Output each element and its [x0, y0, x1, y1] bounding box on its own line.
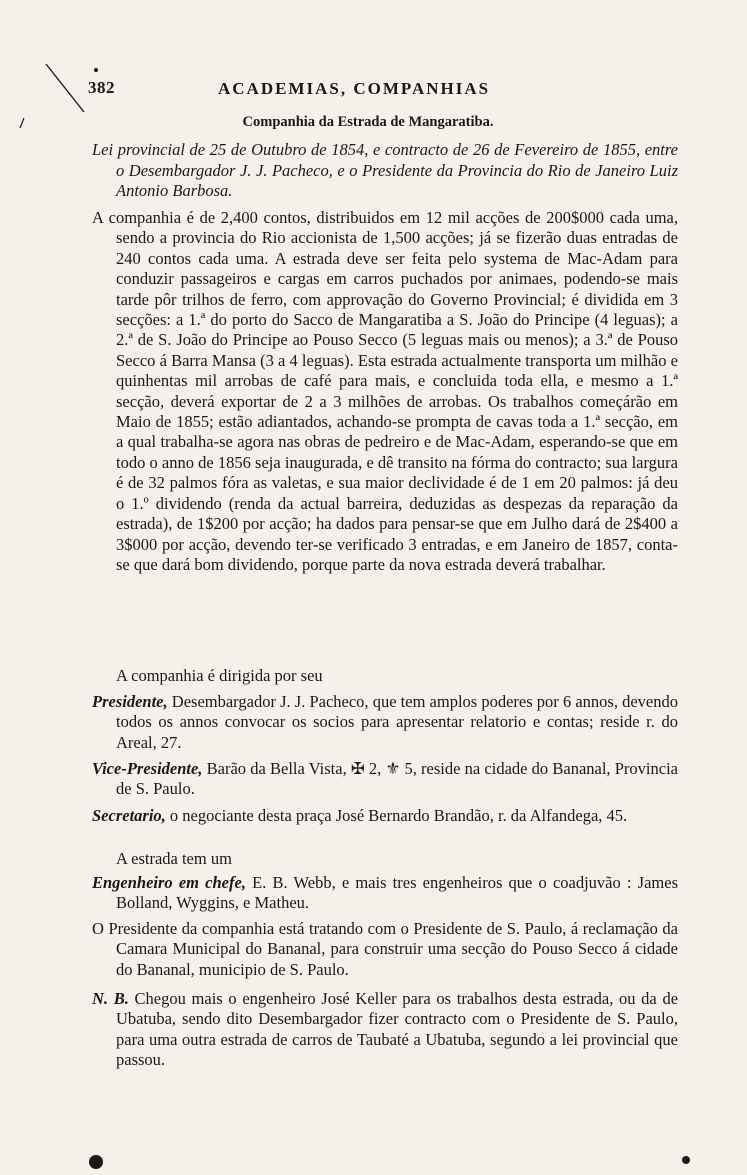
ink-dot — [94, 68, 98, 72]
engineer-label: Engenheiro em chefe, — [92, 873, 246, 892]
secretary-label: Secretario, — [92, 806, 166, 825]
secretary-entry — [92, 806, 678, 826]
engineer-text: E. B. Webb, e mais tres engenheiros que o coadjuvão : James Bolland, Wyggins, e Matheu. — [116, 873, 678, 913]
ink-blot-right — [682, 1156, 690, 1164]
law-reference: Lei provincial de 25 de Outubro de 1854, e contracto de 26 de Fevereiro de 1855, entre o Desembargador J. J. Pacheco, e o Presidente da Provincia do Rio de Janeiro Luiz Antonio Barbosa. — [92, 140, 678, 201]
company-title: Companhia da Estrada de Mangaratiba. — [242, 114, 494, 130]
company-description: A companhia é de 2,400 contos, distribuidos em 12 mil acções de 200$000 cada uma, sendo a provincia do Rio accionista de 1,500 acções; já se fizerão duas entradas de 240 contos cada uma. A estrada deve ser feita pelo systema de Mac-Adam para conduzir passageiros e cargas em carros puchados por animaes, podendo-se mais tarde pôr trilhos de ferro, com approvação do Governo Provincial; é dividida em 3 secções: a 1.ª do porto do Sacco de Mangaratiba a S. João do Principe (4 leguas); a 2.ª de S. João do Principe ao Pouso Secco (5 leguas mais ou menos); a 3.ª de Pouso Secco á Barra Mansa (3 a 4 leguas). Esta estrada actualmente transporta um milhão e quinhentas mil arrobas de café para mais, e concluida toda ella, e mesmo a 1.ª secção, deverá exportar de 2 a 3 milhões de arrobas. Os trabalhos começárão em Maio de 1855; estão adiantados, achando-se prompta de cavas toda a 1.ª secção, em a qual trabalha-se agora nas obras de pedreiro e de Mac-Adam, esperando-se que em todo o anno de 1856 seja inaugurada, e dê transito na fórma do contracto; sua largura é de 32 palmos fóra as valetas, e sua maior declividade é de 1 em 20 palmos: já deu o 1.º dividendo (renda da actual barreira, deduzidas as despezas da reparação da estrada), de 1$200 por acção; ha dados para pensar-se que em Julho dará de 2$400 a 3$000 por acção, devendo ter-se verificado 3 entradas, e em Janeiro de 1857, conta-se que dará bom dividendo, porque parte da nova estrada deverá trabalhar. — [92, 208, 678, 574]
vice-president-text: Barão da Bella Vista, ✠ 2, ⚜ 5, reside na cidade do Bananal, Provincia de S. Paulo. — [116, 759, 678, 799]
vice-president-label: Vice-Presidente, — [92, 759, 203, 778]
directed-by-line: A companhia é dirigida por seu — [116, 666, 323, 685]
running-title: ACADEMIAS, COMPANHIAS — [218, 79, 491, 98]
nb-label: N. B. — [92, 989, 129, 1008]
president-text: Desembargador J. J. Pacheco, que tem amplos poderes por 6 annos, devendo todos os annos convocar os socios para apresentar relatorio e contas; reside r. do Areal, 27. — [116, 692, 679, 752]
vice-president-entry — [92, 759, 678, 800]
president-entry — [92, 692, 678, 753]
ink-blot — [89, 1155, 103, 1169]
margin-mark-line — [46, 64, 84, 112]
president-label: Presidente, — [92, 692, 168, 711]
nb-text: Chegou mais o engenheiro José Keller para os trabalhos desta estrada, ou da de Ubatuba, sendo dito Desembargador fizer contracto com o Presidente de S. Paulo, para uma outra estrada de carros de Taubaté a Ubatuba, segundo a lei provincial que passou. — [116, 989, 679, 1070]
road-has-line: A estrada tem um — [116, 849, 232, 868]
note-paragraph: O Presidente da companhia está tratando com o Presidente de S. Paulo, á reclamação da Camara Municipal do Bananal, para construir uma secção do Pouso Secco á cidade do Bananal, municipio de S. Paulo. — [92, 919, 678, 979]
margin-tick-mark — [20, 118, 24, 128]
engineer-entry — [92, 873, 678, 914]
secretary-text: o negociante desta praça José Bernardo Brandão, r. da Alfandega, 45. — [169, 806, 628, 825]
page-number: 382 — [88, 78, 115, 97]
nb-note — [92, 989, 678, 1071]
page-header — [88, 78, 648, 102]
